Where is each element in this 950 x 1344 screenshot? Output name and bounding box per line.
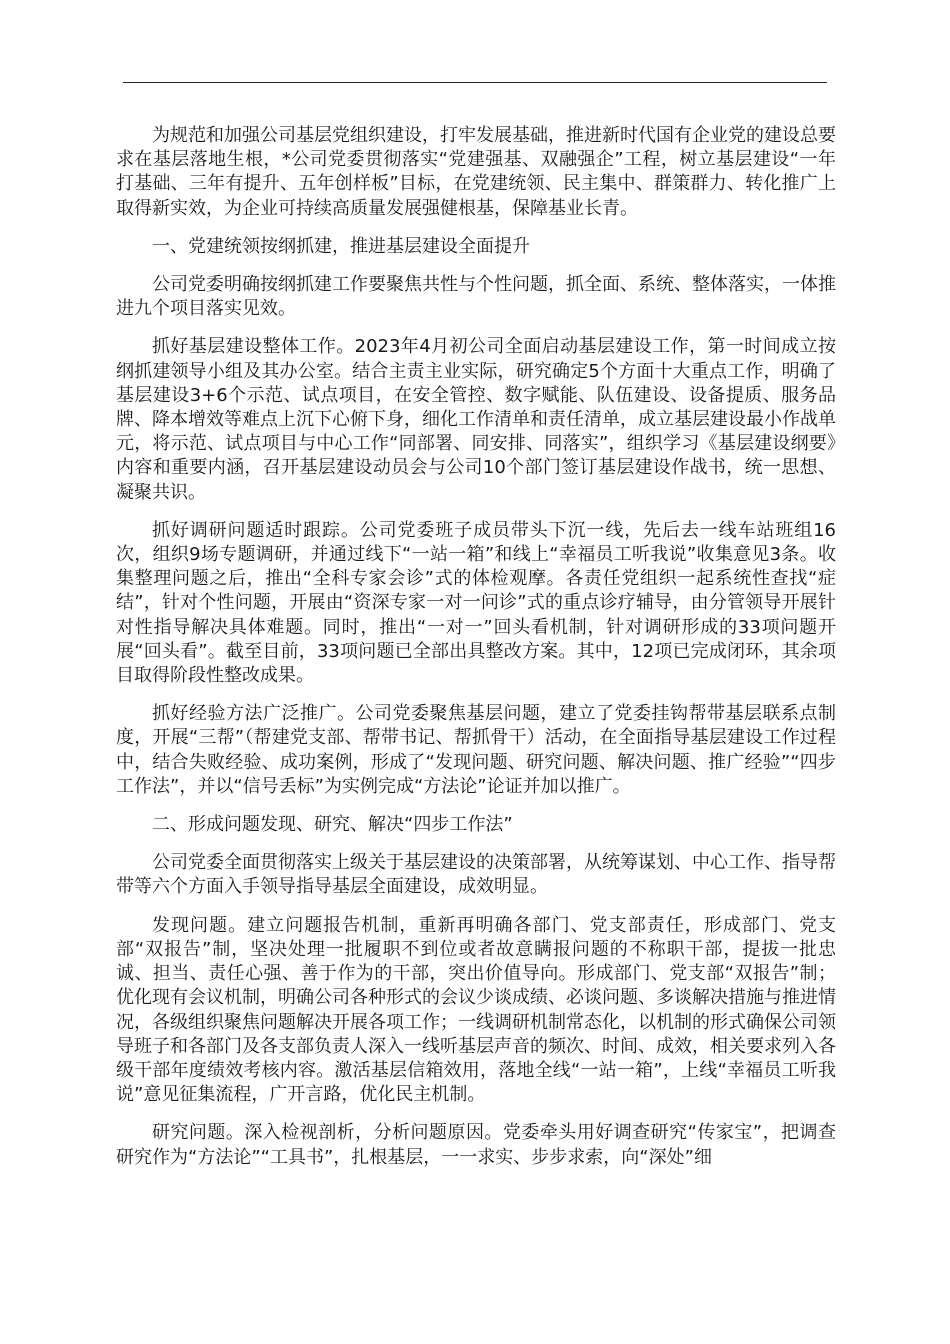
- document-body: [116, 124, 836, 1184]
- section-1-paragraph-1: 公司党委明确按纲抓建工作要聚焦共性与个性问题，抓全面、系统、整体落实，一体推进九个项目落实见效。: [116, 274, 836, 320]
- section-1-paragraph-2: 抓好基层建设整体工作。2023年4月初公司全面启动基层建设工作，第一时间成立按纲抓建领导小组及其办公室。结合主责主业实际，研究确定5个方面十大重点工作，明确了基层建设3+6个示范、试点项目，在安全管控、数字赋能、队伍建设、设备提质、服务品牌、降本增效等难点上沉下心俯下身，细化工作清单和责任清单，成立基层建设最小作战单元，将示范、试点项目与中心工作“同部署、同安排、同落实”，组织学习《基层建设纲要》内容和重要内涵，召开基层建设动员会与公司10个部门签订基层建设作战书，统一思想、凝聚共识。: [116, 336, 836, 503]
- section-1-paragraph-3: 抓好调研问题适时跟踪。公司党委班子成员带头下沉一线，先后去一线车站班组16次，组织9场专题调研，并通过线下“一站一箱”和线上“幸福员工听我说”收集意见3条。收集整理问题之后，推出“全科专家会诊”式的体检观摩。各责任党组织一起系统性查找“症结”，针对个性问题，开展由“资深专家一对一问诊”式的重点诊疗辅导，由分管领导开展针对性指导解决具体难题。同时，推出“一对一”回头看机制，针对调研形成的33项问题开展“回头看”。截至目前，33项问题已全部出具整改方案。其中，12项已完成闭环，其余项目取得阶段性整改成果。: [116, 519, 836, 687]
- section-2-paragraph-2: 发现问题。建立问题报告机制，重新再明确各部门、党支部责任，形成部门、党支部“双报告”制，坚决处理一批履职不到位或者故意瞒报问题的不称职干部，提拔一批忠诚、担当、责任心强、善于作为的干部，突出价值导向。形成部门、党支部“双报告”制；优化现有会议机制，明确公司各种形式的会议少谈成绩、必谈问题、多谈解决措施与推进情况，各级组织聚焦问题解决开展各项工作；一线调研机制常态化，以机制的形式确保公司领导班子和各部门及各支部负责人深入一线听基层声音的频次、时间、成效，相关要求列入各级干部年度绩效考核内容。激活基层信箱效用，落地全线“一站一箱”，上线“幸福员工听我说”意见征集流程，广开言路，优化民主机制。: [116, 914, 836, 1106]
- section-2-paragraph-3: 研究问题。深入检视剖析，分析问题原因。党委牵头用好调查研究“传家宝”，把调查研究作为“方法论”“工具书”，扎根基层，一一求实、步步求索，向“深处”细: [116, 1122, 836, 1168]
- section-heading-1: 一、党建统领按纲抓建，推进基层建设全面提升: [152, 235, 530, 257]
- header-rule: [123, 82, 827, 83]
- section-heading-2: 二、形成问题发现、研究、解决“四步工作法”: [152, 814, 513, 836]
- section-2-paragraph-1: 公司党委全面贯彻落实上级关于基层建设的决策部署，从统筹谋划、中心工作、指导帮带等六个方面入手领导指导基层全面建设，成效明显。: [116, 852, 836, 898]
- section-1-paragraph-4: 抓好经验方法广泛推广。公司党委聚焦基层问题，建立了党委挂钩帮带基层联系点制度，开展“三帮”（帮建党支部、帮带书记、帮抓骨干）活动，在全面指导基层建设工作过程中，结合失败经验、成功案例，形成了“发现问题、研究问题、解决问题、推广经验”“四步工作法”，并以“信号丢标”为实例完成“方法论”论证并加以推广。: [116, 703, 836, 797]
- intro-paragraph: 为规范和加强公司基层党组织建设，打牢发展基础，推进新时代国有企业党的建设总要求在基层落地生根，*公司党委贯彻落实“党建强基、双融强企”工程，树立基层建设“一年打基础、三年有提升、五年创样板”目标，在党建统领、民主集中、群策群力、转化推广上取得新实效，为企业可持续高质量发展强健根基，保障基业长青。: [116, 125, 836, 219]
